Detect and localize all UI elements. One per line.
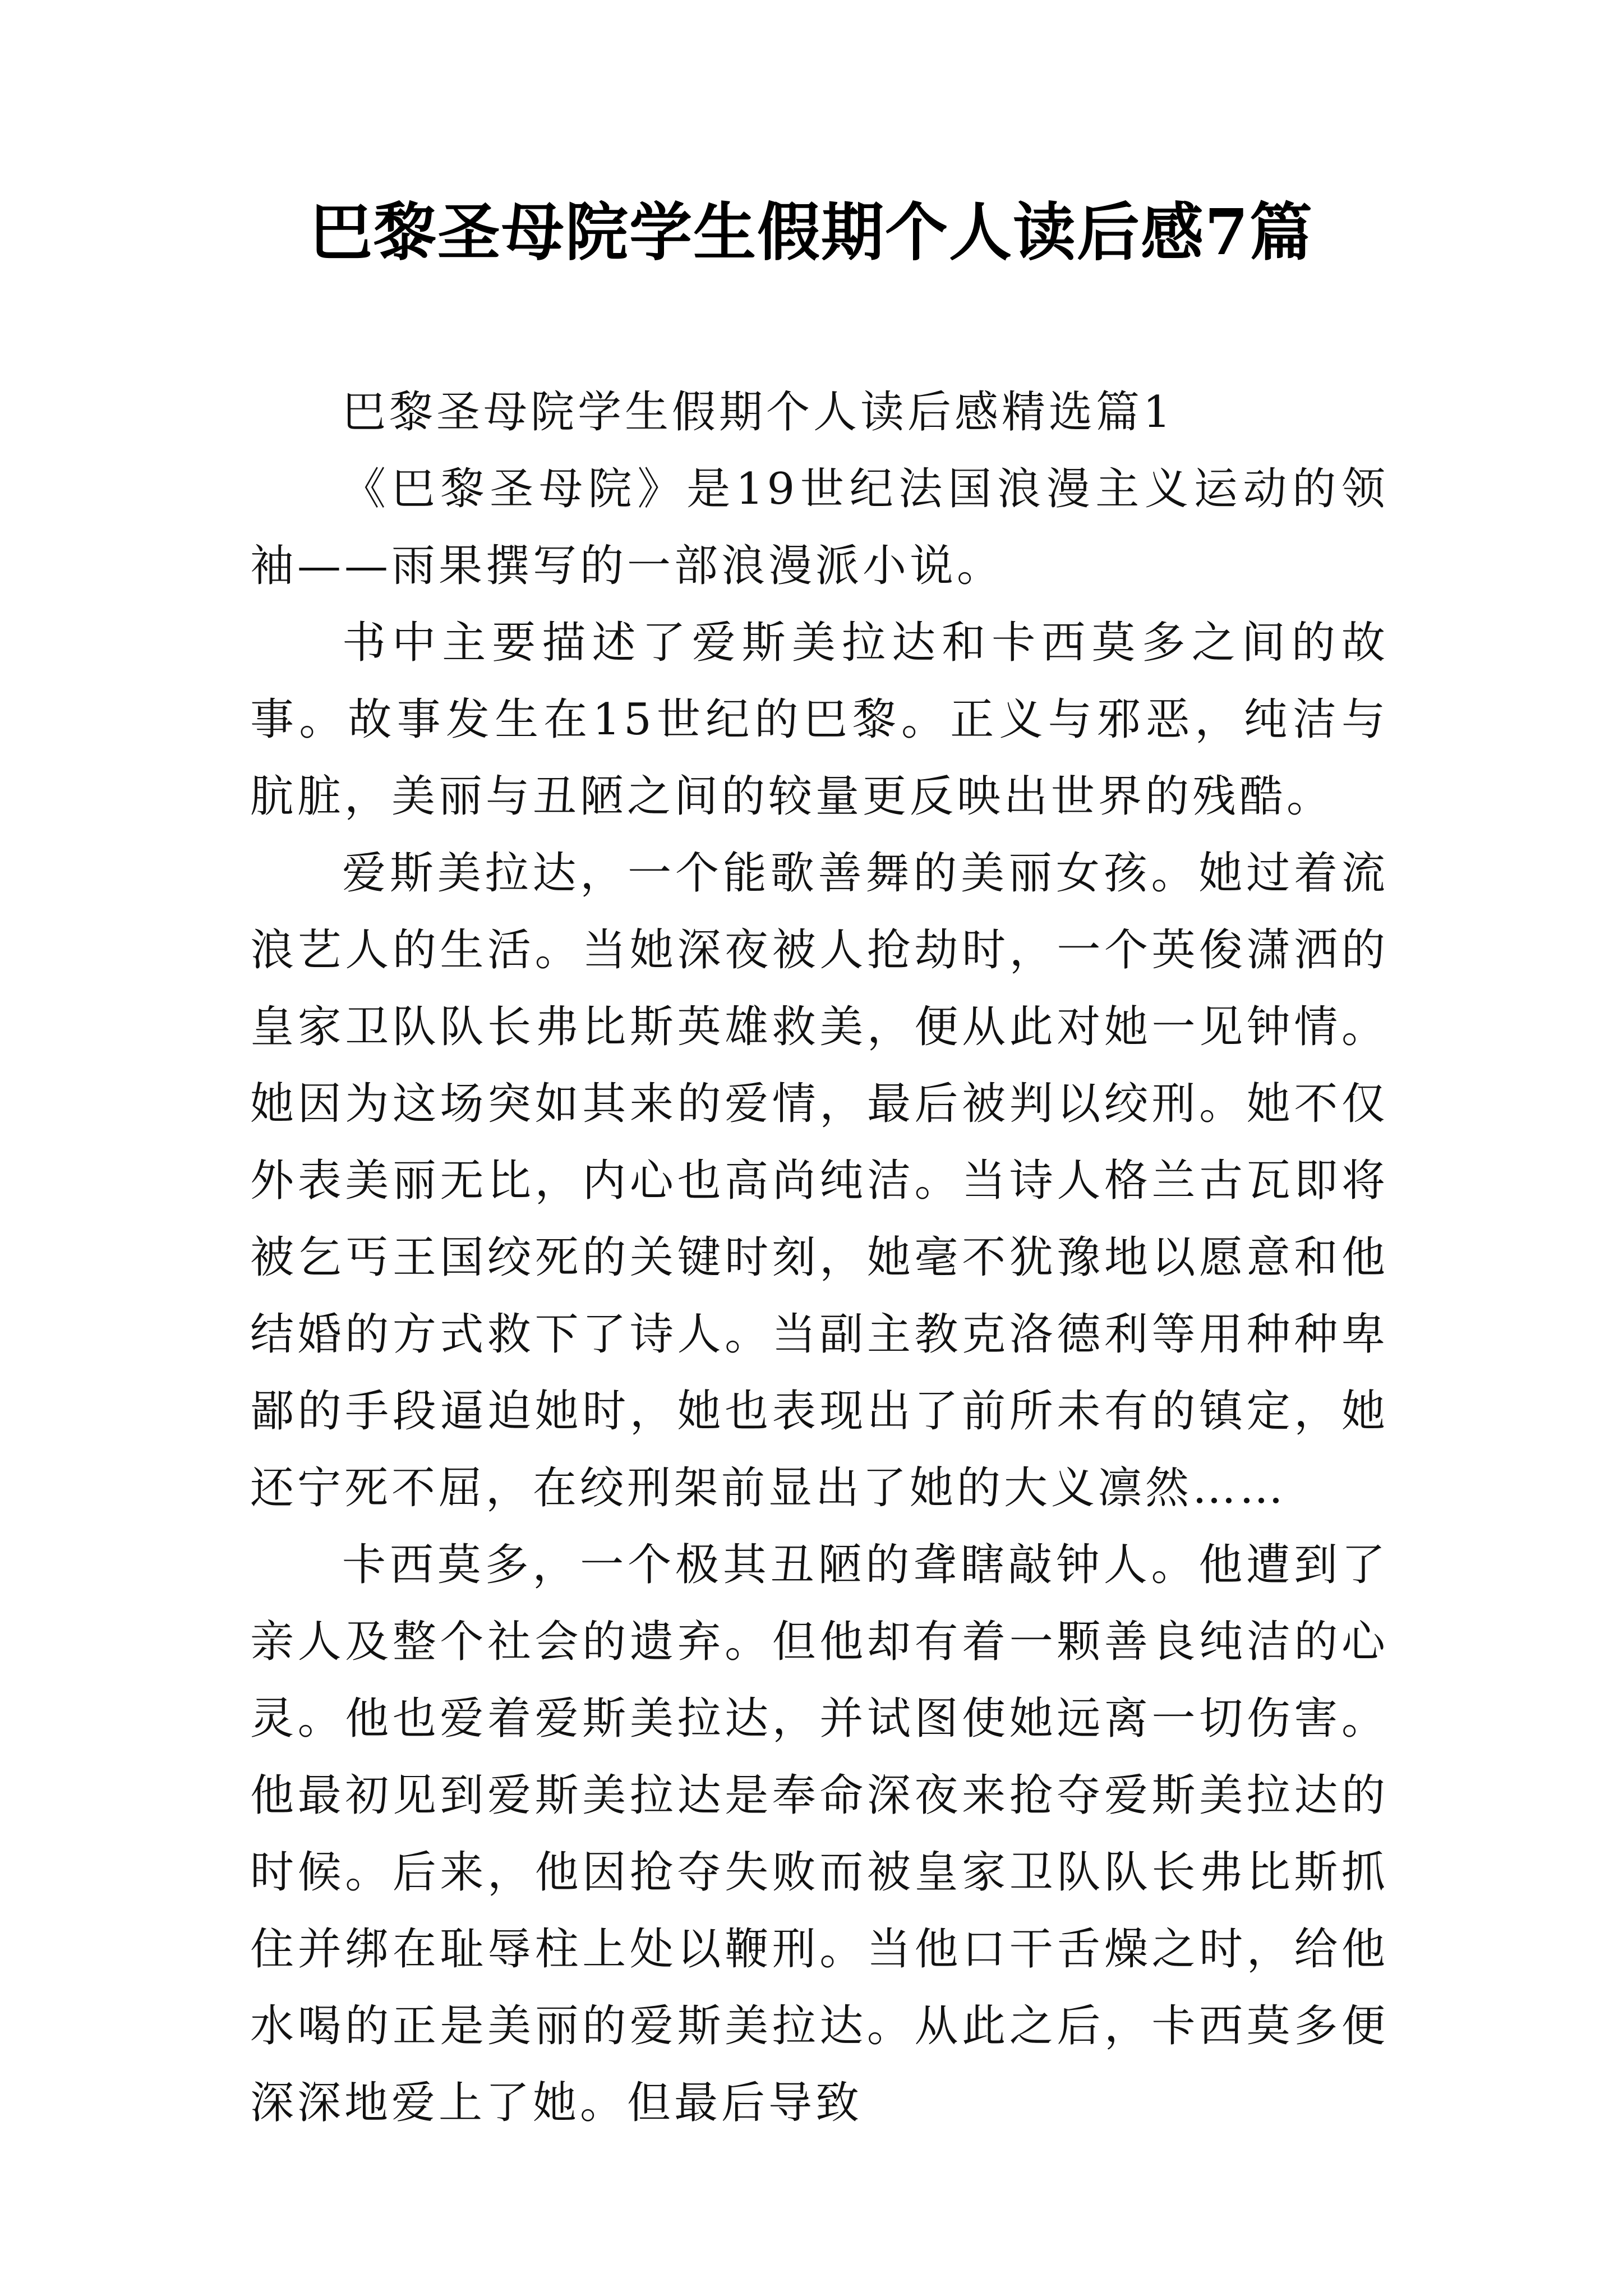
document-body (250, 374, 1389, 2142)
paragraph: 《巴黎圣母院》是19世纪法国浪漫主义运动的领袖——雨果撰写的一部浪漫派小说。 (250, 464, 1389, 591)
section-heading: 巴黎圣母院学生假期个人读后感精选篇1 (342, 387, 1174, 438)
paragraph: 卡西莫多，一个极其丑陋的聋瞎敲钟人。他遭到了亲人及整个社会的遗弃。但他却有着一颗善良纯洁的心灵。他也爱着爱斯美拉达，并试图使她远离一切伤害。他最初见到爱斯美拉达是奉命深夜来抢夺爱斯美拉达的时候。后来，他因抢夺失败而被皇家卫队队长弗比斯抓住并绑在耻辱柱上处以鞭刑。当他口干舌燥之时，给他水喝的正是美丽的爱斯美拉达。从此之后，卡西莫多便深深地爱上了她。但最后导致 (250, 1540, 1389, 2128)
paragraph: 书中主要描述了爱斯美拉达和卡西莫多之间的故事。故事发生在15世纪的巴黎。正义与邪恶，纯洁与肮脏，美丽与丑陋之间的较量更反映出世界的残酷。 (250, 618, 1389, 822)
document-title: 巴黎圣母院学生假期个人读后感7篇 (310, 196, 1313, 269)
paragraph: 爱斯美拉达，一个能歌善舞的美丽女孩。她过着流浪艺人的生活。当她深夜被人抢劫时，一个英俊潇洒的皇家卫队队长弗比斯英雄救美，便从此对她一见钟情。她因为这场突如其来的爱情，最后被判以绞刑。她不仅外表美丽无比，内心也高尚纯洁。当诗人格兰古瓦即将被乞丐王国绞死的关键时刻，她毫不犹豫地以愿意和他结婚的方式救下了诗人。当副主教克洛德利等用种种卑鄙的手段逼迫她时，她也表现出了前所未有的镇定，她还宁死不屈，在绞刑架前显出了她的大义凛然…… (250, 848, 1389, 1513)
